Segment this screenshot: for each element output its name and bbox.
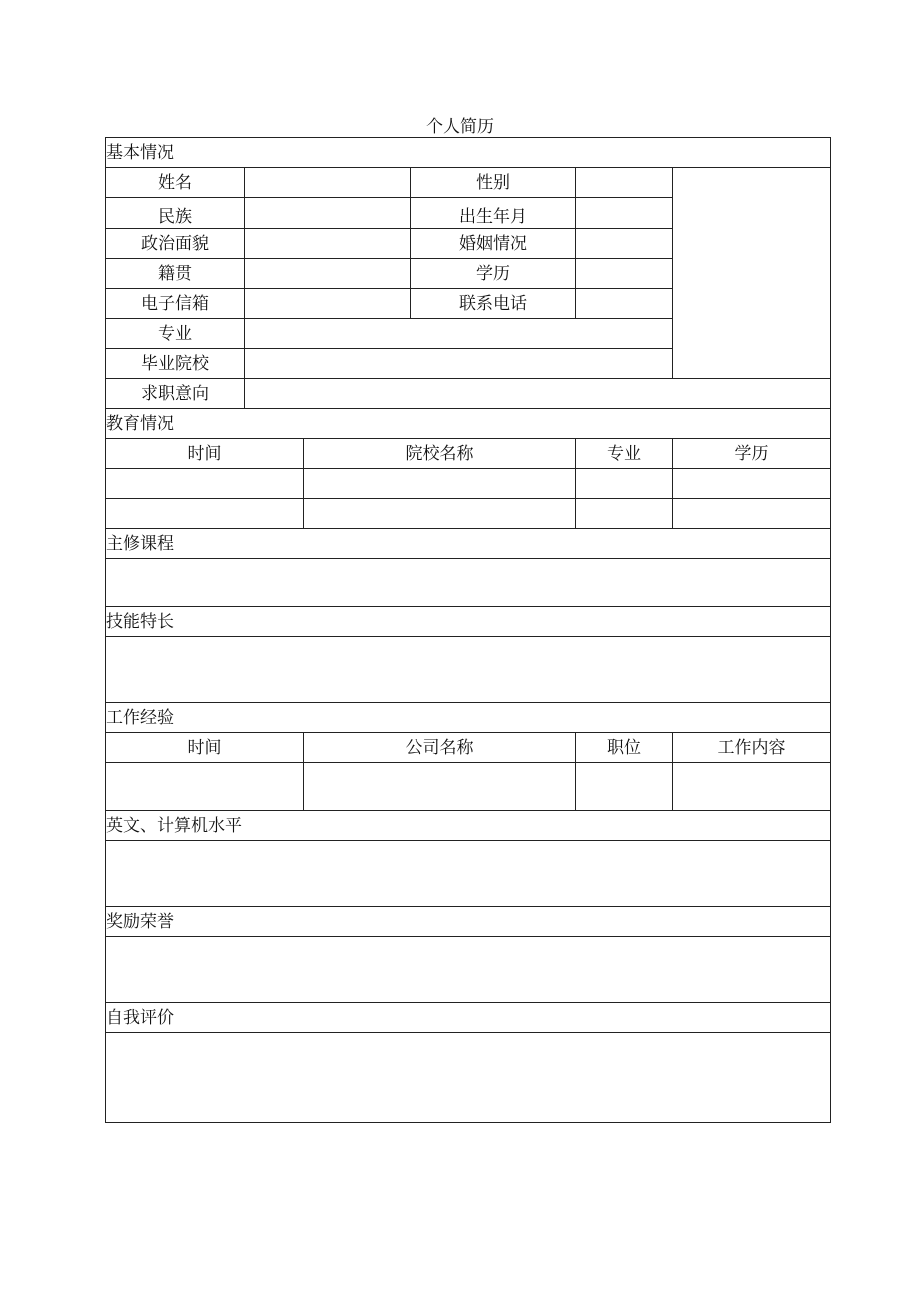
- work-header-position: 职位: [576, 733, 673, 763]
- value-job-intent[interactable]: [245, 379, 831, 409]
- value-marital[interactable]: [576, 229, 673, 259]
- edu-cell-degree[interactable]: [673, 469, 831, 499]
- work-cell-company[interactable]: [304, 763, 576, 811]
- skills-content[interactable]: [106, 637, 831, 703]
- section-english-computer: 英文、计算机水平: [106, 811, 831, 841]
- awards-content[interactable]: [106, 937, 831, 1003]
- label-degree: 学历: [411, 259, 576, 289]
- work-cell-content[interactable]: [673, 763, 831, 811]
- self-eval-content[interactable]: [106, 1033, 831, 1123]
- value-degree[interactable]: [576, 259, 673, 289]
- edu-cell-school[interactable]: [304, 469, 576, 499]
- edu-row: [106, 469, 831, 499]
- edu-cell-time[interactable]: [106, 499, 304, 529]
- photo-cell[interactable]: [673, 168, 831, 379]
- value-political[interactable]: [245, 229, 411, 259]
- edu-cell-school[interactable]: [304, 499, 576, 529]
- label-native-place: 籍贯: [106, 259, 245, 289]
- label-birth: 出生年月: [411, 198, 576, 229]
- value-phone[interactable]: [576, 289, 673, 319]
- value-native-place[interactable]: [245, 259, 411, 289]
- edu-row: [106, 499, 831, 529]
- english-computer-content[interactable]: [106, 841, 831, 907]
- value-major[interactable]: [245, 319, 673, 349]
- work-cell-time[interactable]: [106, 763, 304, 811]
- value-gender[interactable]: [576, 168, 673, 198]
- label-major: 专业: [106, 319, 245, 349]
- section-basic: 基本情况: [106, 138, 831, 168]
- section-skills: 技能特长: [106, 607, 831, 637]
- edu-cell-time[interactable]: [106, 469, 304, 499]
- edu-header-degree: 学历: [673, 439, 831, 469]
- label-ethnicity: 民族: [106, 198, 245, 229]
- edu-cell-major[interactable]: [576, 499, 673, 529]
- edu-header-school: 院校名称: [304, 439, 576, 469]
- work-cell-position[interactable]: [576, 763, 673, 811]
- value-school[interactable]: [245, 349, 673, 379]
- edu-cell-degree[interactable]: [673, 499, 831, 529]
- label-job-intent: 求职意向: [106, 379, 245, 409]
- label-political: 政治面貌: [106, 229, 245, 259]
- resume-table: [105, 137, 831, 1123]
- courses-content[interactable]: [106, 559, 831, 607]
- edu-header-time: 时间: [106, 439, 304, 469]
- label-school: 毕业院校: [106, 349, 245, 379]
- label-phone: 联系电话: [411, 289, 576, 319]
- page-title: 个人简历: [426, 117, 494, 137]
- section-education: 教育情况: [106, 409, 831, 439]
- section-awards: 奖励荣誉: [106, 907, 831, 937]
- edu-header-major: 专业: [576, 439, 673, 469]
- value-name[interactable]: [245, 168, 411, 198]
- work-row: [106, 763, 831, 811]
- label-email: 电子信箱: [106, 289, 245, 319]
- label-name: 姓名: [106, 168, 245, 198]
- label-marital: 婚姻情况: [411, 229, 576, 259]
- work-header-content: 工作内容: [673, 733, 831, 763]
- work-header-time: 时间: [106, 733, 304, 763]
- section-self-eval: 自我评价: [106, 1003, 831, 1033]
- value-birth[interactable]: [576, 198, 673, 229]
- section-courses: 主修课程: [106, 529, 831, 559]
- section-work: 工作经验: [106, 703, 831, 733]
- work-header-company: 公司名称: [304, 733, 576, 763]
- edu-cell-major[interactable]: [576, 469, 673, 499]
- label-gender: 性别: [411, 168, 576, 198]
- value-email[interactable]: [245, 289, 411, 319]
- value-ethnicity[interactable]: [245, 198, 411, 229]
